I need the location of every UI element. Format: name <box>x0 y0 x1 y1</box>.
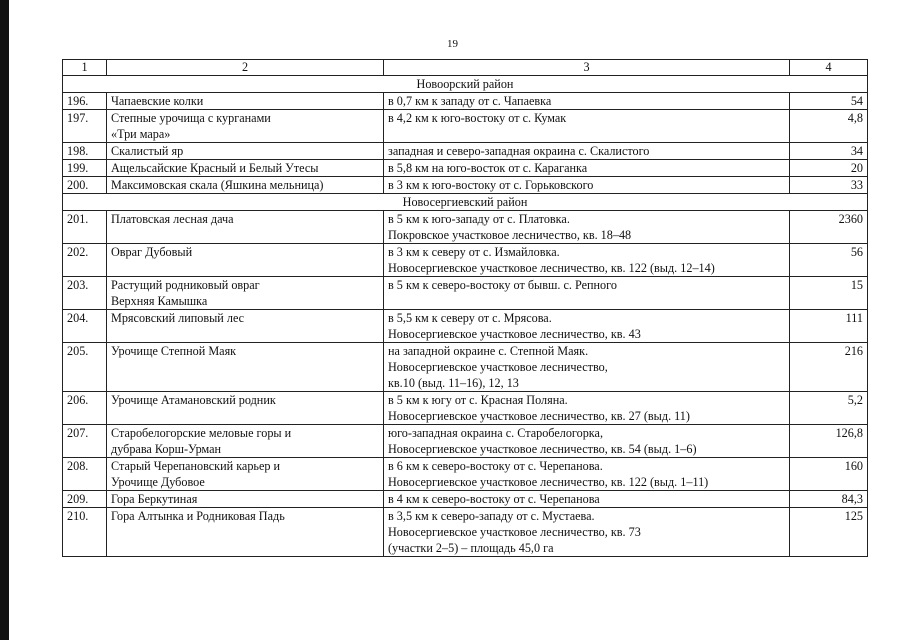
site-area: 56 <box>790 244 868 277</box>
site-location-line: юго-западная окраина с. Старобелогорка, <box>388 426 603 440</box>
site-area: 216 <box>790 343 868 392</box>
site-location-line: Новосергиевское участковое лесничество, кв. 122 (выд. 1–11) <box>388 475 709 489</box>
site-location-line: кв.10 (выд. 11–16), 12, 13 <box>388 376 519 390</box>
site-name <box>107 392 384 425</box>
site-location-line: в 3 км к юго-востоку от с. Горьковского <box>388 178 594 192</box>
site-area: 111 <box>790 310 868 343</box>
site-location-line: в 0,7 км к западу от с. Чапаевка <box>388 94 552 108</box>
site-name-line: Урочище Атамановский родник <box>111 393 276 407</box>
site-location-line: в 3 км к северу от с. Измайловка. <box>388 245 560 259</box>
site-location-line: западная и северо-западная окраина с. Скалистого <box>388 144 650 158</box>
site-location <box>384 277 790 310</box>
table-row <box>63 211 868 244</box>
column-header: 1 <box>63 60 107 76</box>
site-name <box>107 277 384 310</box>
site-location-line: (участки 2–5) – площадь 45,0 га <box>388 541 554 555</box>
protected-areas-table <box>62 59 868 557</box>
site-location <box>384 392 790 425</box>
site-area: 125 <box>790 508 868 557</box>
table-row <box>63 160 868 177</box>
site-name <box>107 425 384 458</box>
site-location-line: в 5,5 км к северу от с. Мрясова. <box>388 311 552 325</box>
site-name-line: Овраг Дубовый <box>111 245 193 259</box>
table-header-row <box>63 60 868 76</box>
site-name <box>107 491 384 508</box>
site-name-line: Урочище Дубовое <box>111 475 205 489</box>
site-location-line: в 4,2 км к юго-востоку от с. Кумак <box>388 111 567 125</box>
row-number: 202. <box>63 244 107 277</box>
row-number: 201. <box>63 211 107 244</box>
site-name-line: Ащельсайские Красный и Белый Утесы <box>111 161 319 175</box>
site-location <box>384 93 790 110</box>
row-number: 196. <box>63 93 107 110</box>
site-name-line: Старобелогорские меловые горы и <box>111 426 292 440</box>
site-area: 34 <box>790 143 868 160</box>
site-location-line: Новосергиевское участковое лесничество, кв. 54 (выд. 1–6) <box>388 442 697 456</box>
site-name-line: Гора Беркутиная <box>111 492 198 506</box>
site-name-line: Гора Алтынка и Родниковая Падь <box>111 509 285 523</box>
site-location <box>384 491 790 508</box>
site-name <box>107 110 384 143</box>
table-row <box>63 392 868 425</box>
site-location-line: Покровское участковое лесничество, кв. 18–48 <box>388 228 632 242</box>
site-name <box>107 177 384 194</box>
row-number: 207. <box>63 425 107 458</box>
site-name <box>107 458 384 491</box>
row-number: 200. <box>63 177 107 194</box>
site-location <box>384 310 790 343</box>
site-location <box>384 211 790 244</box>
site-name-line: Скалистый яр <box>111 144 184 158</box>
site-location-line: в 5 км к северо-востоку от бывш. с. Репного <box>388 278 617 292</box>
table-body <box>63 76 868 557</box>
row-number: 198. <box>63 143 107 160</box>
district-header-row <box>63 76 868 93</box>
table-row <box>63 110 868 143</box>
site-location <box>384 110 790 143</box>
site-location <box>384 160 790 177</box>
site-location <box>384 143 790 160</box>
column-header: 3 <box>384 60 790 76</box>
row-number: 203. <box>63 277 107 310</box>
site-name-line: Максимовская скала (Яшкина мельница) <box>111 178 324 192</box>
site-area: 2360 <box>790 211 868 244</box>
site-name <box>107 211 384 244</box>
site-location-line: в 5 км к югу от с. Красная Поляна. <box>388 393 568 407</box>
table-row <box>63 508 868 557</box>
site-name-line: Растущий родниковый овраг <box>111 278 260 292</box>
site-name-line: дубрава Корш-Урман <box>111 442 222 456</box>
site-name-line: Старый Черепановский карьер и <box>111 459 281 473</box>
site-area: 4,8 <box>790 110 868 143</box>
site-name <box>107 244 384 277</box>
table-row <box>63 177 868 194</box>
row-number: 205. <box>63 343 107 392</box>
site-location <box>384 244 790 277</box>
site-location-line: Новосергиевское участковое лесничество, <box>388 360 608 374</box>
site-name-line: Чапаевские колки <box>111 94 204 108</box>
table-row <box>63 277 868 310</box>
site-area: 54 <box>790 93 868 110</box>
site-area: 20 <box>790 160 868 177</box>
table-row <box>63 310 868 343</box>
row-number: 206. <box>63 392 107 425</box>
site-location <box>384 425 790 458</box>
site-name <box>107 93 384 110</box>
table-row <box>63 244 868 277</box>
site-name <box>107 310 384 343</box>
row-number: 204. <box>63 310 107 343</box>
column-header: 4 <box>790 60 868 76</box>
site-location <box>384 508 790 557</box>
site-name-line: Верхняя Камышка <box>111 294 208 308</box>
site-name <box>107 143 384 160</box>
site-location-line: в 5 км к юго-западу от с. Платовка. <box>388 212 570 226</box>
site-location-line: Новосергиевское участковое лесничество, кв. 27 (выд. 11) <box>388 409 690 423</box>
site-location-line: Новосергиевское участковое лесничество, кв. 73 <box>388 525 641 539</box>
site-name-line: Степные урочища с курганами <box>111 111 271 125</box>
site-name-line: «Три мара» <box>111 127 171 141</box>
site-location-line: в 4 км к северо-востоку от с. Черепанова <box>388 492 600 506</box>
scan-edge-bar <box>0 0 9 640</box>
row-number: 210. <box>63 508 107 557</box>
table-row <box>63 143 868 160</box>
district-name: Новоорский район <box>63 76 868 93</box>
site-location-line: на западной окраине с. Степной Маяк. <box>388 344 589 358</box>
row-number: 208. <box>63 458 107 491</box>
site-name-line: Урочище Степной Маяк <box>111 344 237 358</box>
column-header: 2 <box>107 60 384 76</box>
site-location-line: в 6 км к северо-востоку от с. Черепанова. <box>388 459 603 473</box>
site-location <box>384 343 790 392</box>
table-row <box>63 491 868 508</box>
page-number: 19 <box>447 38 458 50</box>
site-location <box>384 177 790 194</box>
site-area: 126,8 <box>790 425 868 458</box>
site-location-line: Новосергиевское участковое лесничество, кв. 122 (выд. 12–14) <box>388 261 715 275</box>
row-number: 199. <box>63 160 107 177</box>
site-name <box>107 508 384 557</box>
site-location-line: в 5,8 км на юго-восток от с. Караганка <box>388 161 588 175</box>
row-number: 209. <box>63 491 107 508</box>
site-location-line: в 3,5 км к северо-западу от с. Мустаева. <box>388 509 595 523</box>
site-name <box>107 343 384 392</box>
site-area: 33 <box>790 177 868 194</box>
site-area: 160 <box>790 458 868 491</box>
row-number: 197. <box>63 110 107 143</box>
site-location <box>384 458 790 491</box>
table-row <box>63 93 868 110</box>
site-name-line: Мрясовский липовый лес <box>111 311 245 325</box>
district-header-row <box>63 194 868 211</box>
site-area: 5,2 <box>790 392 868 425</box>
site-area: 84,3 <box>790 491 868 508</box>
site-name <box>107 160 384 177</box>
table-row <box>63 425 868 458</box>
site-area: 15 <box>790 277 868 310</box>
table-row <box>63 458 868 491</box>
site-location-line: Новосергиевское участковое лесничество, кв. 43 <box>388 327 641 341</box>
site-name-line: Платовская лесная дача <box>111 212 234 226</box>
district-name: Новосергиевский район <box>63 194 868 211</box>
table-row <box>63 343 868 392</box>
